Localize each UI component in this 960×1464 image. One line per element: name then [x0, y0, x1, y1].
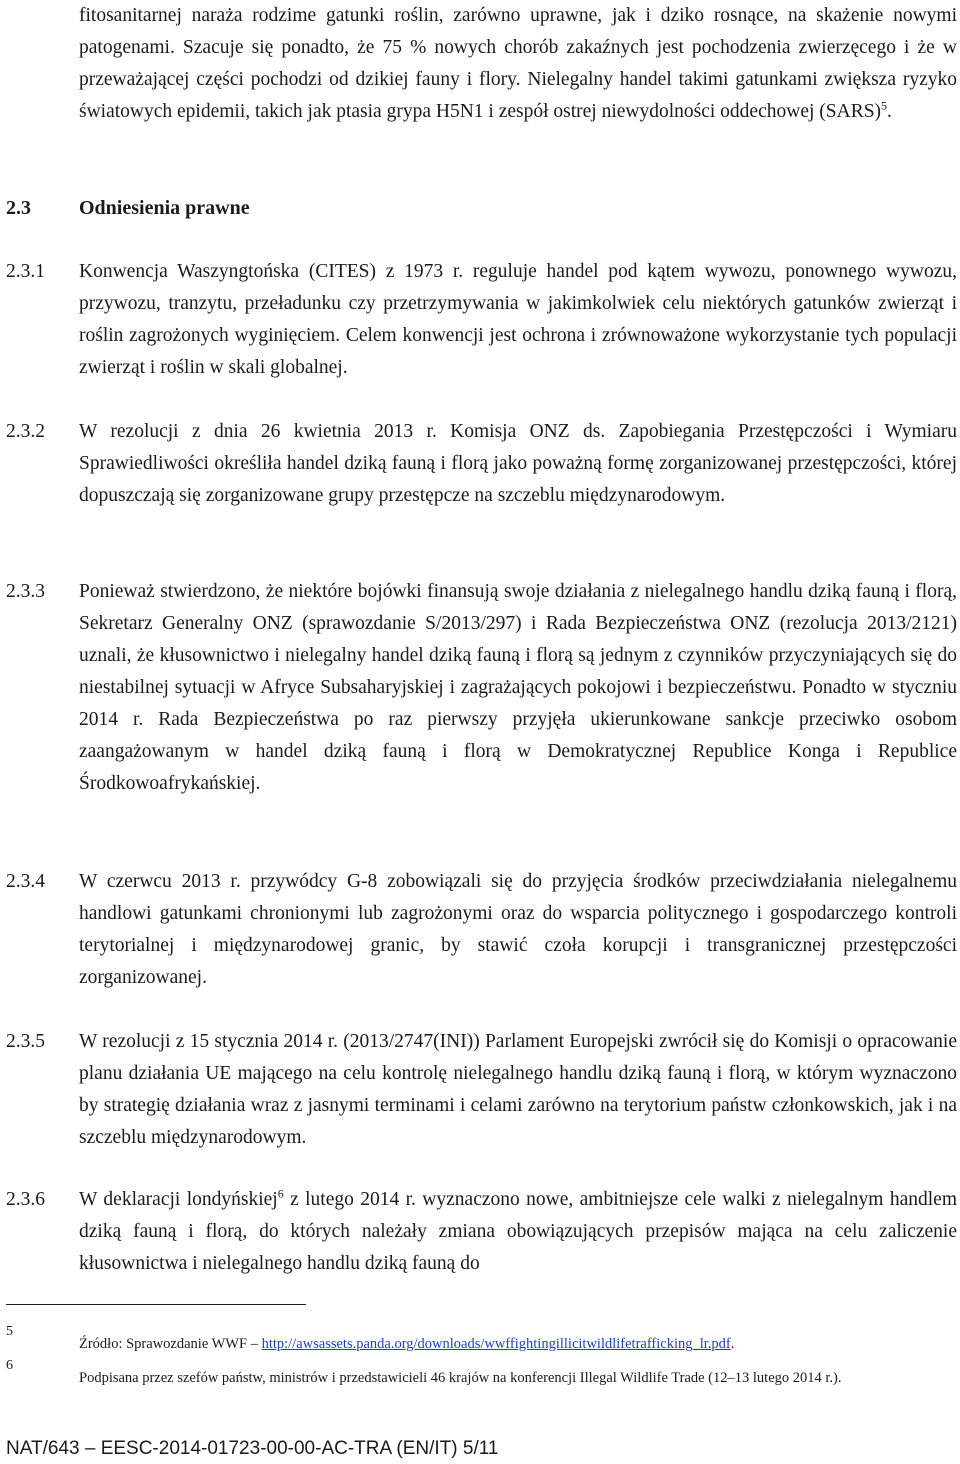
document-reference: NAT/643 – EESC-2014-01723-00-00-AC-TRA (EN/IT) 5/11: [6, 1438, 499, 1459]
paragraph-text: W rezolucji z dnia 26 kwietnia 2013 r. Komisja ONZ ds. Zapobiegania Przestępczości i Wymiaru Sprawiedliwości określiła handel dziką fauną i florą jako poważną formę zorganizowanej przestępczości, której dopuszczają się zorganizowane grupy przestępcze na szczeblu międzynarodowym.: [79, 421, 957, 506]
paragraph-text: Konwencja Waszyngtońska (CITES) z 1973 r. reguluje handel pod kątem wywozu, ponownego wywozu, przywozu, tranzytu, przeładunku czy przetrzymywania w jakimkolwiek celu niektórych gatunków zwierząt i roślin zagrożonych wyginięciem. Celem konwencji jest ochrona i zrównoważone wykorzystanie tych populacji zwierząt i roślin w skali globalnej.: [79, 261, 957, 378]
footnote-5-end: .: [730, 1336, 735, 1352]
paragraph-number: 2.3.1: [6, 261, 45, 282]
footnote-ref-5[interactable]: 5: [881, 98, 888, 113]
paragraph-number: 2.3.3: [6, 581, 45, 602]
paragraph-text: W rezolucji z 15 stycznia 2014 r. (2013/2747(INI)) Parlament Europejski zwrócił się do Komisji o opracowanie planu działania UE mającego na celu kontrolę nielegalnego handlu dziką fauną i florą, w którym wyznaczono by strategię działania wraz z jasnymi terminami i celami zarówno na terytorium państw członkowskich, jak i na szczeblu międzynarodowym.: [79, 1031, 957, 1148]
footnote-ref-6[interactable]: 6: [277, 1186, 284, 1201]
paragraph-text-b: z lutego 2014 r. wyznaczono nowe, ambitniejsze cele walki z nielegalnym handlem dziką fauną i florą, do których należały zmiana obowiązujących przepisów mająca na celu zaliczenie kłusownictwa i nielegalnego handlu dziką fauną do: [79, 1189, 957, 1274]
paragraph-text-a: W deklaracji londyńskiej: [79, 1189, 278, 1210]
footnote-5-link[interactable]: http://awsassets.panda.org/downloads/wwffightingillicitwildlifetrafficking_lr.pdf: [261, 1336, 731, 1352]
section-title: Odniesienia prawne: [79, 197, 250, 219]
footnote-mark: 5: [6, 1324, 13, 1339]
footnote-5-text: Źródło: Sprawozdanie WWF –: [79, 1336, 262, 1352]
paragraph-text: Ponieważ stwierdzono, że niektóre bojówki finansują swoje działania z nielegalnego handlu dziką fauną i florą, Sekretarz Generalny ONZ (sprawozdanie S/2013/297) i Rada Bezpieczeństwa ONZ (rezolucja 2013/2121) uznali, że kłusownictwo i nielegalny handel dziką fauną i florą są jednym z czynników przyczyniających się do niestabilnej sytuacji w Afryce Subsaharyjskiej i zagrażających pokojowi i bezpieczeństwu. Ponadto w styczniu 2014 r. Rada Bezpieczeństwa po raz pierwszy przyjęła ukierunkowane sankcje przeciwko osobom zaangażowanym w handel dziką fauną i florą w Demokratycznej Republice Konga i Republice Środkowoafrykańskiej.: [79, 581, 957, 794]
paragraph-text: W czerwcu 2013 r. przywódcy G-8 zobowiązali się do przyjęcia środków przeciwdziałania nielegalnemu handlowi gatunkami chronionymi lub zagrożonymi oraz do wsparcia politycznego i gospodarczego kontroli terytorialnej i międzynarodowej granic, by stawić czoła korupcji i transgranicznej przestępczości zorganizowanej.: [79, 871, 957, 988]
intro-text: fitosanitarnej naraża rodzime gatunki roślin, zarówno uprawne, jak i dziko rosnące, na skażenie nowymi patogenami. Szacuje się ponadto, że 75 % nowych chorób zakaźnych jest pochodzenia zwierzęcego i że w przeważającej części pochodzi od dzikiej fauny i flory. Nielegalny handel takimi gatunkami zwiększa ryzyko światowych epidemii, takich jak ptasia grypa H5N1 i zespół ostrej niewydolności oddechowej (SARS): [79, 5, 957, 122]
paragraph-number: 2.3.5: [6, 1031, 45, 1052]
intro-end: .: [887, 101, 892, 122]
paragraph-number: 2.3.4: [6, 871, 45, 892]
intro-paragraph: [79, 0, 957, 128]
paragraph-number: 2.3.6: [6, 1189, 45, 1210]
section-number: 2.3: [6, 197, 31, 219]
footnote-5: [79, 1334, 957, 1354]
paragraph-number: 2.3.2: [6, 421, 45, 442]
footnote-6: Podpisana przez szefów państw, ministrów i przedstawicieli 46 krajów na konferencji Illegal Wildlife Trade (12–13 lutego 2014 r.).: [79, 1370, 842, 1386]
footnote-divider: [6, 1304, 306, 1305]
paragraph-text: [79, 1184, 957, 1280]
footnote-mark: 6: [6, 1358, 13, 1373]
